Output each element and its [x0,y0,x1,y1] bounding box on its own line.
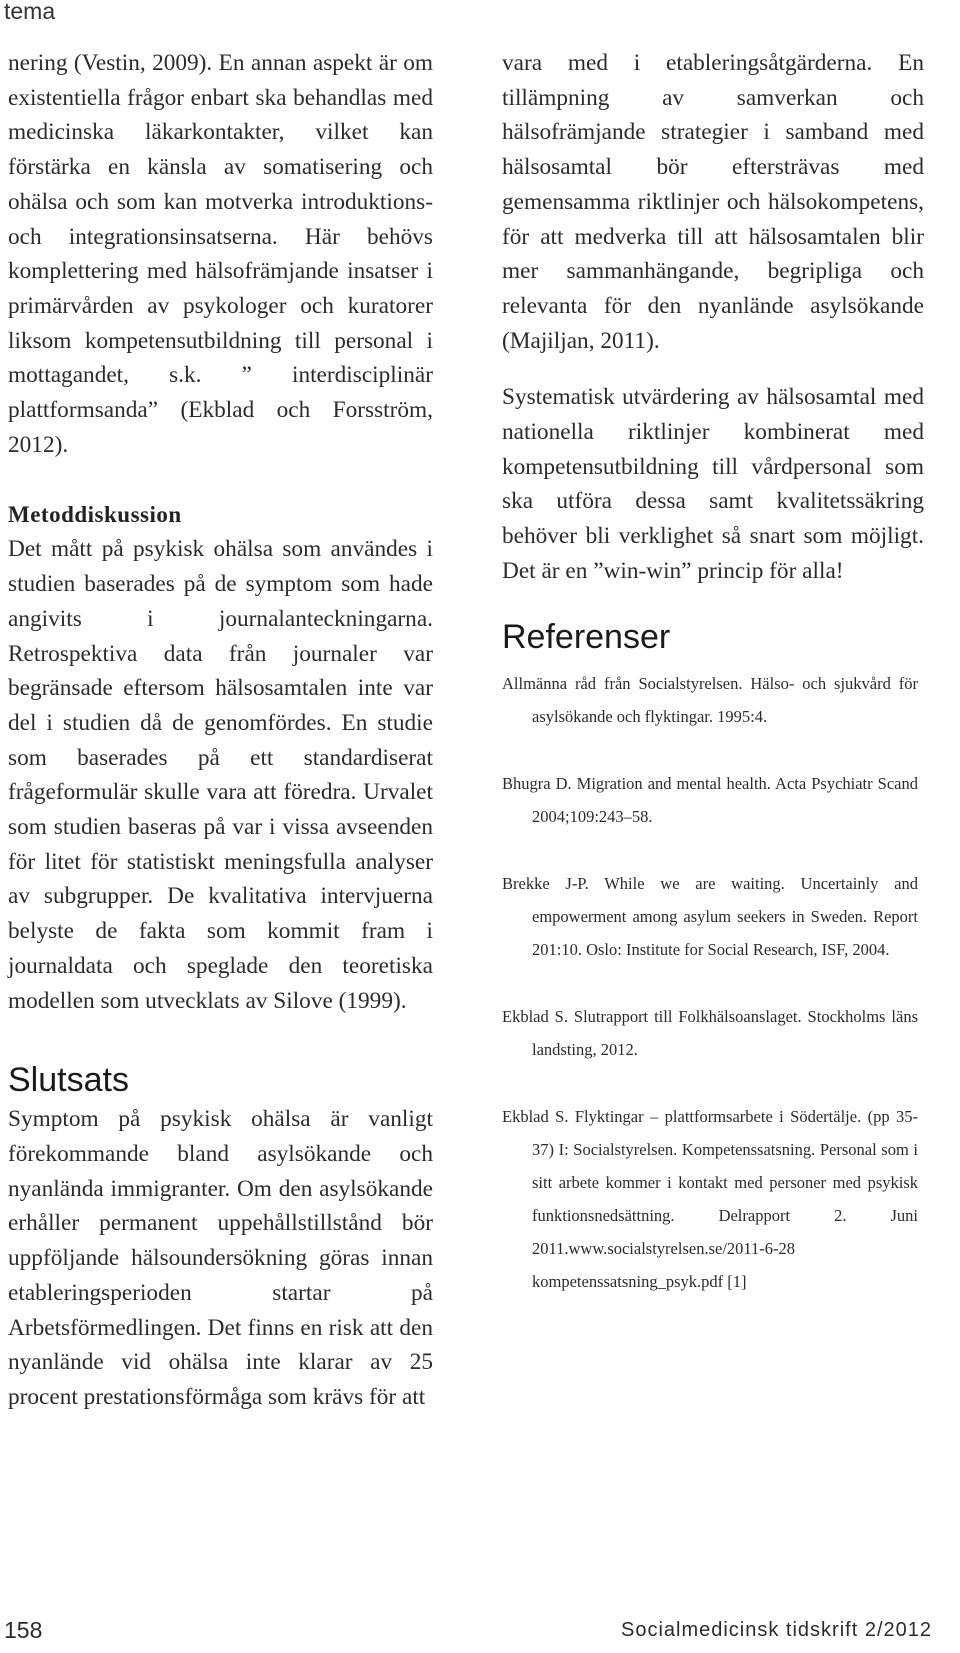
reference-list [502,667,924,1298]
systematic-paragraph: Systematisk utvärdering av hälsosamtal med nationella riktlinjer kombinerat med kompetensutbildning till vårdpersonal som ska utföra dessa samt kvalitetssäkring behöver bli verklighet så snart som möjligt. Det är en ”win-win” princip för alla! [502,384,924,584]
slutsats-paragraph: Symptom på psykisk ohälsa är vanligt förekommande bland asylsökande och nyanlända immigranter. Om den asylsökande erhåller permanent uppehållstillstånd bör uppföljande hälsoundersökning göras innan etableringsperioden startar på Arbetsförmedlingen. Det finns en risk att den nyanlände vid ohälsa inte klarar av 25 procent prestationsförmåga som krävs för att [8,1106,433,1410]
metoddiskussion-heading: Metoddiskussion [8,502,182,528]
referenser-heading: Referenser [502,617,671,656]
slutsats-heading: Slutsats [8,1061,129,1100]
metoddiskussion-paragraph: Det mått på psykisk ohälsa som användes i studien baserades på de symptom som hade angivits i journalanteckningarna. Retrospektiva data från journaler var begränsade eftersom hälsosamtalen inte var del i studien då de genomfördes. En studie som baserades på ett standardiserat frågeformulär skulle vara att föredra. Urvalet som studien baseras på var i vissa avseenden för litet för statistiskt meningsfulla analyser av subgrupper. De kvalitativa intervjuerna belyste de fakta som kommit fram i journaldata och speglade den teoretiska modellen som utvecklats av Silove (1999). [8,536,433,1014]
reference-item: Brekke J-P. While we are waiting. Uncertainly and empowerment among asylum seekers in Sweden. Report 201:10. Oslo: Institute for Social Research, ISF, 2004. [502,873,918,959]
reference-item: Ekblad S. Slutrapport till Folkhälsoanslaget. Stockholms läns landsting, 2012. [502,1006,918,1059]
section-label: tema [4,0,56,24]
intro-paragraph: nering (Vestin, 2009). En annan aspekt är om existentiella frågor enbart ska behandlas med medicinska läkarkontakter, vilket kan förstärka en känsla av somatisering och ohälsa och som kan motverka introduktions- och integrationsinsatserna. Här behövs komplettering med hälsofrämjande insatser i primärvården av psykologer och kuratorer liksom kompetensutbildning till personal i mottagandet, s.k. ” interdisciplinär plattformsanda” (Ekblad och Forsström, 2012). [8,50,433,458]
page-number: 158 [4,1617,43,1643]
reference-item: Allmänna råd från Socialstyrelsen. Hälso- och sjukvård för asylsökande och flyktingar. 1995:4. [502,673,918,726]
reference-item: Ekblad S. Flyktingar – plattformsarbete i Södertälje. (pp 35-37) I: Socialstyrelsen. Kompetenssatsning. Personal som i sitt arbete kommer i kontakt med personer med psykisk funktionsnedsättning. Delrapport 2. Juni 2011.www.socialstyrelsen.se/2011-6-28 kompetenssatsning_psyk.pdf [1] [502,1106,918,1291]
reference-item: Bhugra D. Migration and mental health. Acta Psychiatr Scand 2004;109:243–58. [502,773,918,826]
continued-paragraph: vara med i etableringsåtgärderna. En tillämpning av samverkan och hälsofrämjande strategier i samband med hälsosamtal bör eftersträvas med gemensamma riktlinjer och hälsokompetens, för att medverka till att hälsosamtalen blir mer sammanhängande, begripliga och relevanta för den nyanlände asylsökande (Majiljan, 2011). [502,50,924,354]
right-column [502,46,924,1332]
journal-name: Socialmedicinsk tidskrift 2/2012 [620,1619,932,1641]
left-column [8,46,433,1415]
